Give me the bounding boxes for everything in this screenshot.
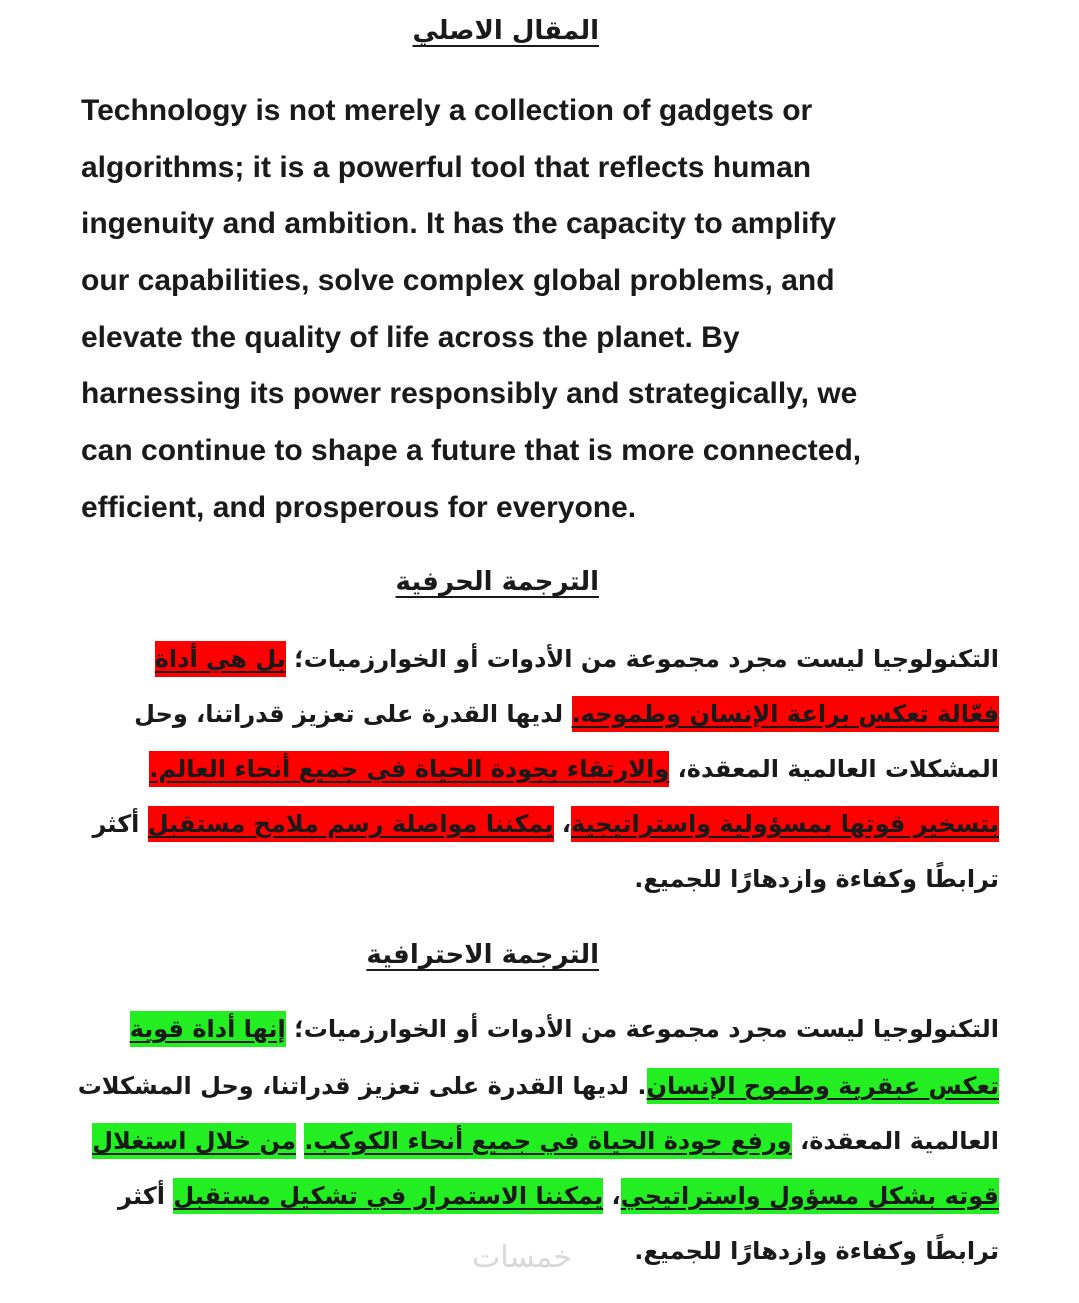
professional-line-2-text: . لديها القدرة على تعزيز قدراتنا، وحل المشكلات bbox=[77, 1072, 647, 1100]
original-line-8: efficient, and prosperous for everyone. bbox=[81, 491, 637, 524]
original-line-5: elevate the quality of life across the planet. By bbox=[81, 321, 740, 354]
literal-line-5-text: ترابطًا وكفاءة وازدهارًا للجميع. bbox=[634, 865, 999, 893]
original-line-7: can continue to shape a future that is more connected, bbox=[81, 434, 862, 467]
literal-line-4 bbox=[92, 810, 999, 838]
literal-highlight-2: فعّالة تعكس براعة الإنسان وطموحه. bbox=[572, 696, 999, 732]
professional-line-1 bbox=[130, 1015, 999, 1043]
professional-highlight-5: قوته بشكل مسؤول واستراتيجي bbox=[621, 1178, 999, 1214]
original-heading: المقال الاصلي bbox=[412, 16, 599, 46]
literal-line-5 bbox=[634, 865, 999, 893]
literal-line-4-text: أكثر bbox=[92, 810, 148, 838]
professional-highlight-3: ورفع جودة الحياة في جميع أنحاء الكوكب. bbox=[304, 1123, 791, 1159]
professional-line-5 bbox=[634, 1237, 999, 1265]
professional-line-5-text: ترابطًا وكفاءة وازدهارًا للجميع. bbox=[634, 1237, 999, 1265]
original-line-3: ingenuity and ambition. It has the capacity to amplify bbox=[81, 207, 837, 240]
literal-heading: الترجمة الحرفية bbox=[395, 567, 599, 597]
professional-highlight-4: من خلال استغلال bbox=[92, 1123, 296, 1159]
professional-line-1-text: التكنولوجيا ليست مجرد مجموعة من الأدوات أو الخوارزميات؛ bbox=[285, 1015, 999, 1043]
literal-line-2 bbox=[134, 700, 999, 728]
original-line-4: our capabilities, solve complex global problems, and bbox=[81, 264, 835, 297]
literal-line-3-text: المشكلات العالمية المعقدة، bbox=[669, 755, 999, 783]
literal-highlight-1: بل هي أداة bbox=[155, 641, 286, 677]
professional-line-3 bbox=[92, 1127, 999, 1155]
professional-highlight-2: تعكس عبقرية وطموح الإنسان bbox=[647, 1068, 999, 1104]
literal-highlight-4: بتسخير قوتها بمسؤولية واستراتيجية bbox=[571, 806, 999, 842]
professional-line-2 bbox=[78, 1072, 999, 1100]
literal-line-1-text: التكنولوجيا ليست مجرد مجموعة من الأدوات أو الخوارزميات؛ bbox=[285, 645, 999, 673]
professional-highlight-1: إنها أداة قوية bbox=[130, 1011, 286, 1047]
literal-line-3 bbox=[149, 755, 999, 783]
original-line-1: Technology is not merely a collection of gadgets or bbox=[81, 94, 813, 127]
original-line-2: algorithms; it is a powerful tool that reflects human bbox=[81, 151, 812, 184]
literal-line-4-sep: ، bbox=[553, 810, 572, 838]
literal-line-2-text: لديها القدرة على تعزيز قدراتنا، وحل bbox=[134, 700, 572, 728]
professional-line-4-sep: ، bbox=[603, 1182, 621, 1210]
original-line-6: harnessing its power responsibly and strategically, we bbox=[81, 377, 858, 410]
professional-highlight-6: يمكننا الاستمرار في تشكيل مستقبل bbox=[173, 1178, 603, 1214]
literal-line-1 bbox=[155, 645, 999, 673]
literal-highlight-3: والارتقاء بجودة الحياة في جميع أنحاء العالم. bbox=[149, 751, 669, 787]
professional-line-3-text: العالمية المعقدة، bbox=[791, 1127, 999, 1155]
literal-highlight-5: يمكننا مواصلة رسم ملامح مستقبل bbox=[148, 806, 554, 842]
professional-heading: الترجمة الاحترافية bbox=[366, 940, 599, 970]
professional-line-4-text: أكثر bbox=[118, 1182, 174, 1210]
watermark-logo: خمسات bbox=[472, 1240, 573, 1275]
professional-line-4 bbox=[118, 1182, 999, 1210]
